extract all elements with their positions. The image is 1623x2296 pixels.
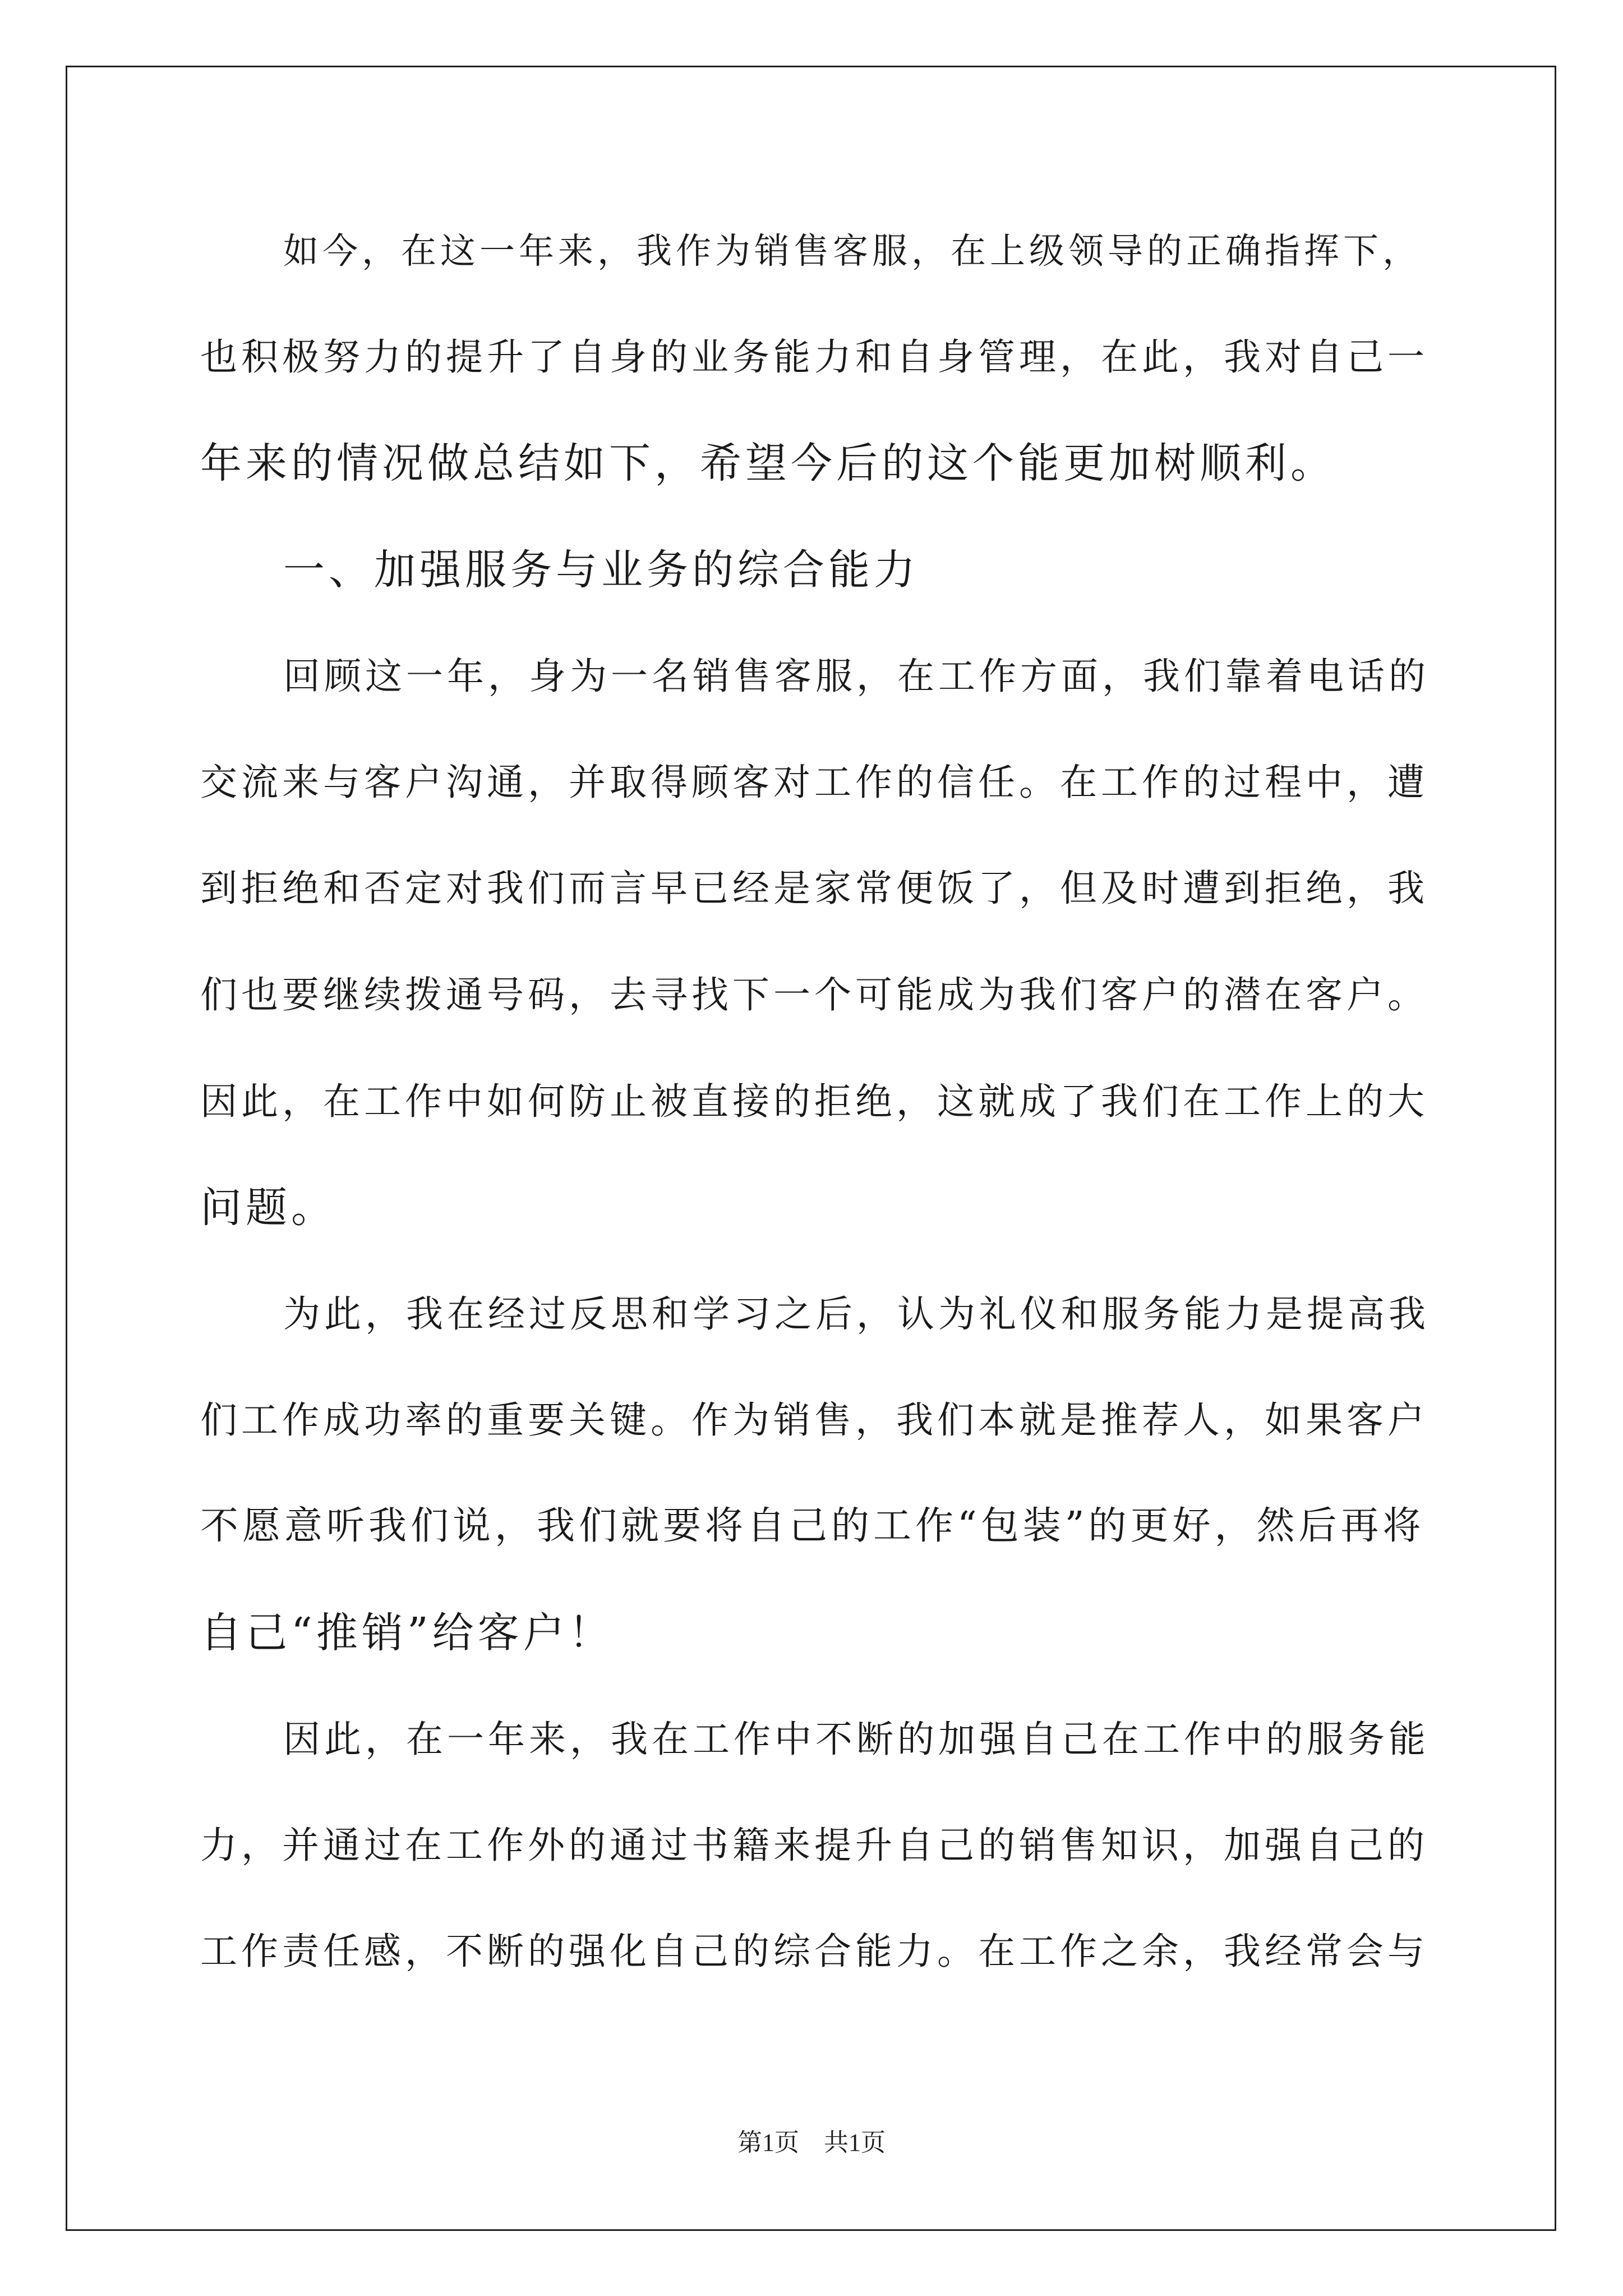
text-line: 们也要继续拨通号码，去寻找下一个可能成为我们客户的潜在客户。 [200, 973, 1428, 1016]
section-heading: 一、加强服务与业务的综合能力 [283, 546, 919, 594]
page-number: 第1页 [737, 2129, 799, 2156]
text-line: 交流来与客户沟通，并取得顾客对工作的信任。在工作的过程中，遭 [200, 761, 1428, 804]
text-line: 们工作成功率的重要关键。作为销售，我们本就是推荐人，如果客户 [200, 1398, 1428, 1442]
text-line: 回顾这一年，身为一名销售客服，在工作方面，我们靠着电话的 [283, 655, 1430, 698]
text-line: 为此，我在经过反思和学习之后，认为礼仪和服务能力是提高我 [283, 1292, 1430, 1336]
page-total: 共1页 [824, 2129, 886, 2156]
page-footer [0, 2126, 1623, 2160]
text-line: 工作责任感，不断的强化自己的综合能力。在工作之余，我经常会与 [200, 1930, 1428, 1973]
text-line: 也积极努力的提升了自身的业务能力和自身管理，在此，我对自己一 [200, 335, 1428, 379]
text-line: 问题。 [200, 1184, 336, 1232]
text-line: 如今，在这一年来，我作为销售客服，在上级领导的正确指挥下， [283, 231, 1422, 272]
text-line: 力，并通过在工作外的通过书籍来提升自己的销售知识，加强自己的 [200, 1824, 1428, 1867]
text-line: 自己“推销”给客户！ [200, 1609, 614, 1657]
text-line: 因此，在工作中如何防止被直接的拒绝，这就成了我们在工作上的大 [200, 1080, 1428, 1123]
text-line: 因此，在一年来，我在工作中不断的加强自己在工作中的服务能 [283, 1718, 1430, 1761]
text-line: 年来的情况做总结如下，希望今后的这个能更加树顺利。 [200, 439, 1336, 487]
text-line: 不愿意听我们说，我们就要将自己的工作“包装”的更好，然后再将 [200, 1504, 1425, 1548]
text-line: 到拒绝和否定对我们而言早已经是家常便饭了，但及时遭到拒绝，我 [200, 867, 1428, 910]
